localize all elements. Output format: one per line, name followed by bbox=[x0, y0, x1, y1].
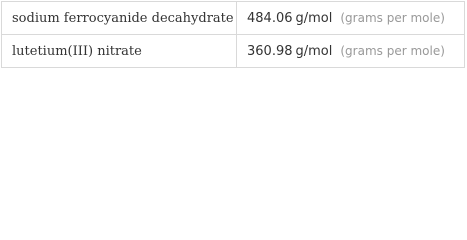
molar-mass-cell bbox=[236, 2, 464, 34]
molar-mass-value: 360.98 bbox=[247, 43, 293, 59]
molar-mass-cell bbox=[236, 35, 464, 67]
molar-mass-unit: g/mol bbox=[295, 10, 333, 26]
molar-mass-unit: g/mol bbox=[295, 43, 333, 59]
compound-name: sodium ferrocyanide decahydrate bbox=[12, 10, 234, 26]
unit-description: (grams per mole) bbox=[340, 11, 445, 25]
unit-description: (grams per mole) bbox=[340, 44, 445, 58]
molar-mass-value: 484.06 bbox=[247, 10, 293, 26]
molar-mass-table bbox=[1, 1, 465, 68]
table-row bbox=[2, 34, 464, 67]
table-row bbox=[2, 2, 464, 34]
compound-name: lutetium(III) nitrate bbox=[12, 43, 142, 59]
